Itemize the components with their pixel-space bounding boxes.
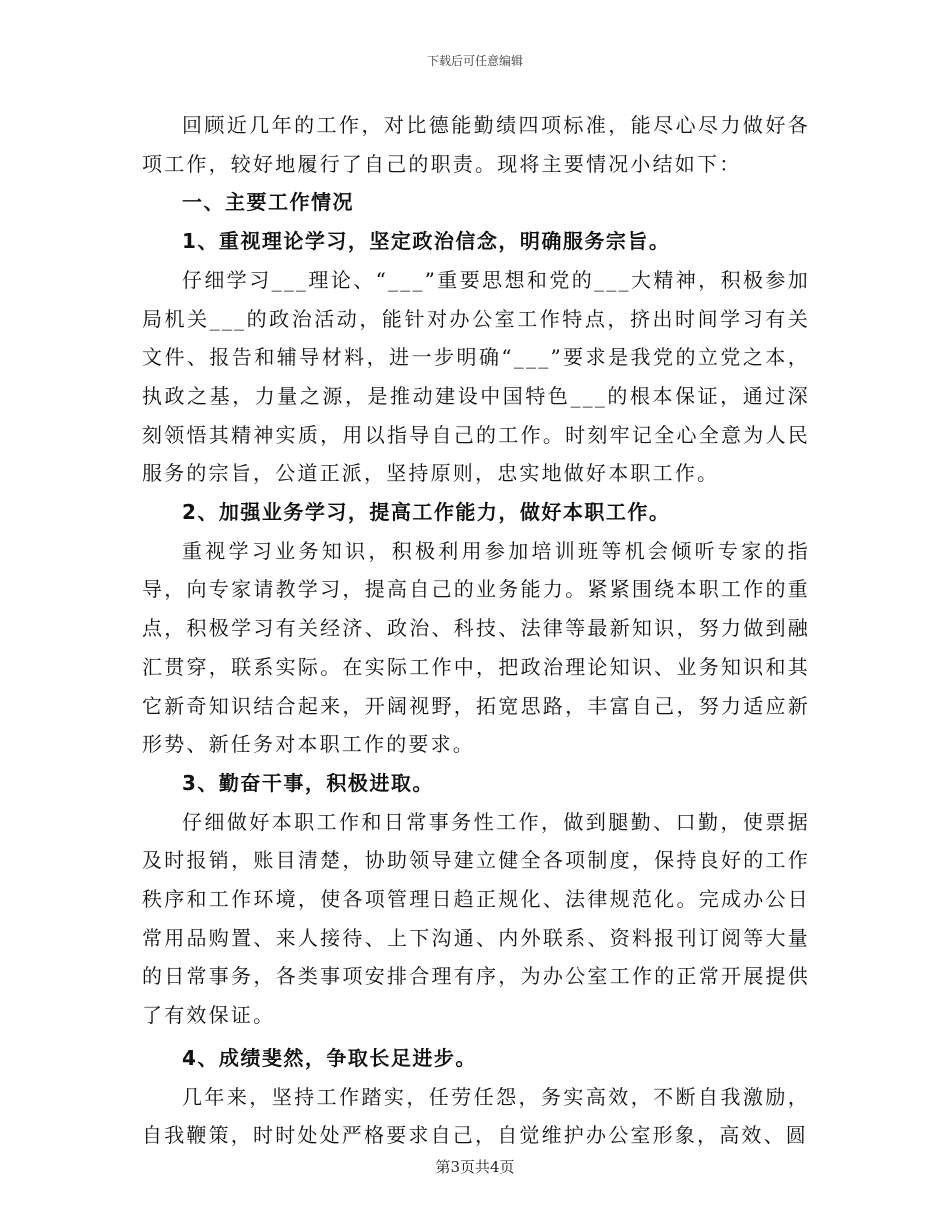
subheading-theory-study: 1、重视理论学习，坚定政治信念，明确服务宗旨。 xyxy=(182,229,671,254)
subheading-achievements: 4、成绩斐然，争取长足进步。 xyxy=(182,1045,477,1070)
paragraph-diligent-work: 仔细做好本职工作和日常事务性工作，做到腿勤、口勤，使票据及时报销，账目清楚，协助领导建立健全各项制度，保持良好的工作秩序和工作环境，使各项管理日趋正规化、法律规范化。完成办公日常用品购置、来人接待、上下沟通、内外联系、资料报刊订阅等大量的日常事务，各类事项安排合理有序，为办公室工作的正常开展提供了有效保证。 xyxy=(142,809,810,1028)
document-body xyxy=(142,106,810,1155)
subheading-diligent-work: 3、勤奋干事，积极进取。 xyxy=(182,770,434,795)
paragraph-business-study: 重视学习业务知识，积极利用参加培训班等机会倾听专家的指导，向专家请教学习，提高自己的业务能力。紧紧围绕本职工作的重点，积极学习有关经济、政治、科技、法律等最新知识，努力做到融汇贯穿，联系实际。在实际工作中，把政治理论知识、业务知识和其它新奇知识结合起来，开阔视野，拓宽思路，丰富自己，努力适应新形势、新任务对本职工作的要求。 xyxy=(142,538,810,757)
section-heading-main-work: 一、主要工作情况 xyxy=(182,190,354,215)
intro-paragraph: 回顾近几年的工作，对比德能勤绩四项标准，能尽心尽力做好各项工作，较好地履行了自己的职责。现将主要情况小结如下： xyxy=(142,113,810,176)
paragraph-achievements: 几年来，坚持工作踏实，任劳任怨，务实高效，不断自我激励，自我鞭策，时时处处严格要求自己，自觉维护办公室形象，高效、圆 xyxy=(142,1084,810,1148)
subheading-business-study: 2、加强业务学习，提高工作能力，做好本职工作。 xyxy=(182,500,671,525)
paragraph-theory-study: 仔细学习___理论、“___”重要思想和党的___大精神，积极参加局机关___的政治活动，能针对办公室工作特点，挤出时间学习有关文件、报告和辅导材料，进一步明确“___”要求是我党的立党之本，执政之基，力量之源，是推动建设中国特色___的根本保证，通过深刻领悟其精神实质，用以指导自己的工作。时刻牢记全心全意为人民服务的宗旨，公道正派，坚持原则，忠实地做好本职工作。 xyxy=(142,267,810,486)
page-header-note: 下载后可任意编辑 xyxy=(426,54,523,68)
page-number-footer: 第3页共4页 xyxy=(435,1158,515,1176)
